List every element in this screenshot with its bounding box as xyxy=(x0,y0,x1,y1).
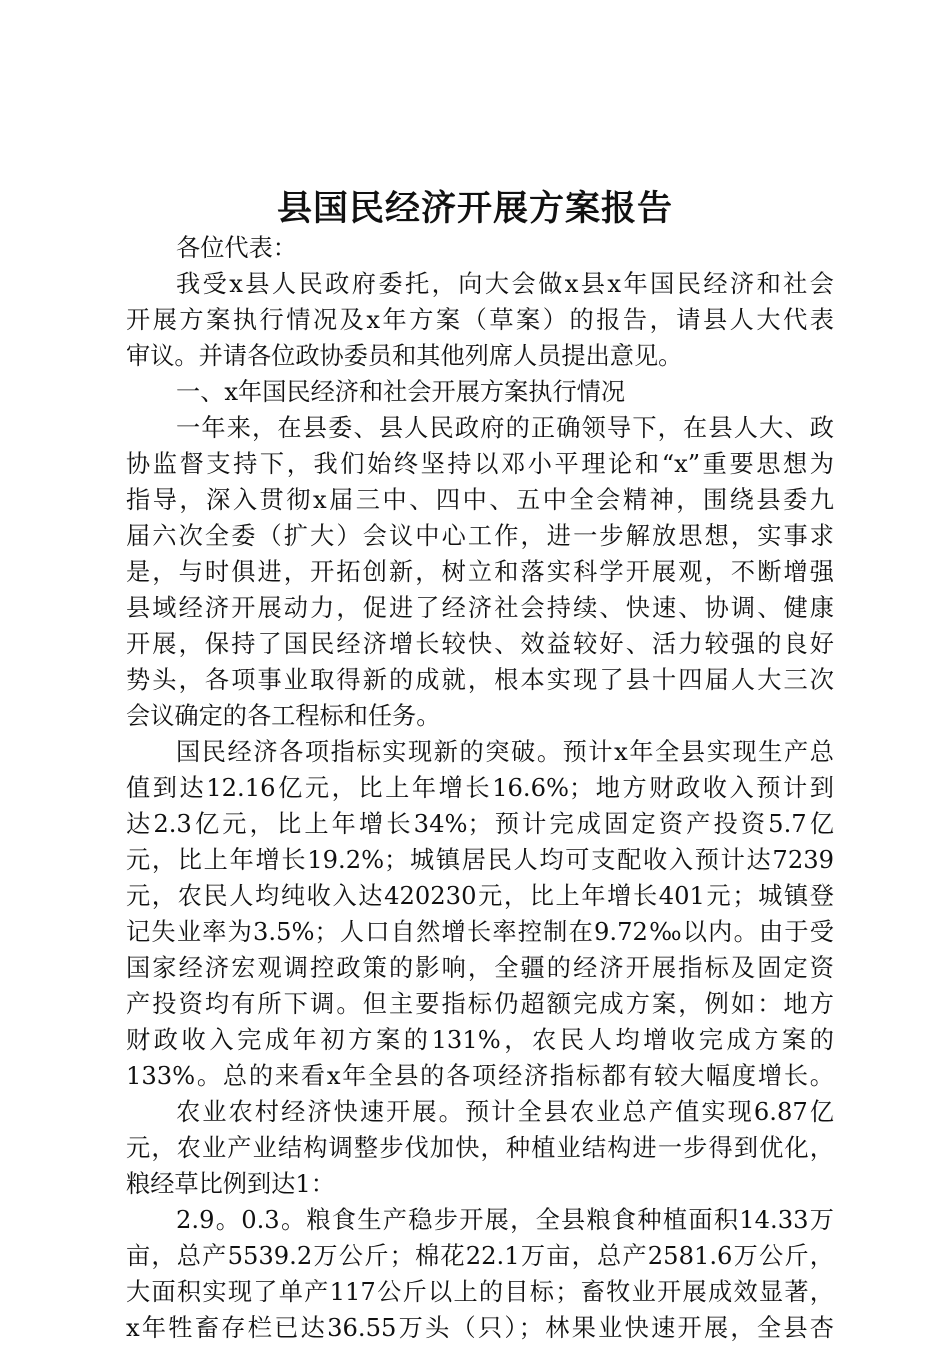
salutation: 各位代表： xyxy=(176,234,297,262)
paragraph-line: 133%。总的来看x年全县的各项经济指标都有较大幅度增长。 xyxy=(126,1062,834,1090)
paragraph-line: 一年来，在县委、县人民政府的正确领导下，在县人大、政 xyxy=(176,414,834,442)
paragraph-line: 财政收入完成年初方案的131%，农民人均增收完成方案的 xyxy=(126,1026,834,1054)
paragraph-line: 势头，各项事业取得新的成就，根本实现了县十四届人大三次 xyxy=(126,666,834,694)
paragraph-line: 届六次全委（扩大）会议中心工作，进一步解放思想，实事求 xyxy=(126,522,834,550)
paragraph-line: 开展，保持了国民经济增长较快、效益较好、活力较强的良好 xyxy=(126,630,834,658)
paragraph-line: 农业农村经济快速开展。预计全县农业总产值实现6.87亿 xyxy=(176,1098,834,1126)
paragraph-line: 元，农业产业结构调整步伐加快，种植业结构进一步得到优化， xyxy=(126,1134,834,1162)
paragraph-line: 指导，深入贯彻x届三中、四中、五中全会精神，围绕县委九 xyxy=(126,486,834,514)
paragraph-line: 是，与时俱进，开拓创新，树立和落实科学开展观，不断增强 xyxy=(126,558,834,586)
paragraph-line: 审议。并请各位政协委员和其他列席人员提出意见。 xyxy=(126,342,683,370)
section-heading: 一、x年国民经济和社会开展方案执行情况 xyxy=(176,378,626,406)
paragraph-line: 值到达12.16亿元，比上年增长16.6%；地方财政收入预计到 xyxy=(126,774,834,802)
paragraph-line: 国民经济各项指标实现新的突破。预计x年全县实现生产总 xyxy=(176,738,834,766)
document-title: 县国民经济开展方案报告 xyxy=(276,188,673,229)
paragraph-line: 产投资均有所下调。但主要指标仍超额完成方案，例如：地方 xyxy=(126,990,834,1018)
paragraph-line: 大面积实现了单产117公斤以上的目标；畜牧业开展成效显著， xyxy=(126,1278,834,1306)
paragraph-line: 元，比上年增长19.2%；城镇居民人均可支配收入预计达7239 xyxy=(126,846,834,874)
paragraph-line: 记失业率为3.5%；人口自然增长率控制在9.72‰以内。由于受 xyxy=(126,918,834,946)
paragraph-line: 2.9。0.3。粮食生产稳步开展，全县粮食种植面积14.33万 xyxy=(176,1206,834,1234)
paragraph-line: 粮经草比例到达1： xyxy=(126,1170,335,1198)
paragraph-line: 国家经济宏观调控政策的影响，全疆的经济开展指标及固定资 xyxy=(126,954,834,982)
paragraph-line: 元，农民人均纯收入达420230元，比上年增长401元；城镇登 xyxy=(126,882,834,910)
paragraph-line: x年牲畜存栏已达36.55万头（只）；林果业快速开展，全县杏 xyxy=(126,1314,834,1342)
paragraph-line: 会议确定的各工程标和任务。 xyxy=(126,702,441,730)
paragraph-line: 我受x县人民政府委托，向大会做x县x年国民经济和社会 xyxy=(176,270,834,298)
paragraph-line: 开展方案执行情况及x年方案（草案）的报告，请县人大代表 xyxy=(126,306,834,334)
paragraph-line: 达2.3亿元，比上年增长34%；预计完成固定资产投资5.7亿 xyxy=(126,810,834,838)
paragraph-line: 县域经济开展动力，促进了经济社会持续、快速、协调、健康 xyxy=(126,594,834,622)
paragraph-line: 协监督支持下，我们始终坚持以邓小平理论和“x”重要思想为 xyxy=(126,450,834,478)
paragraph-line: 亩，总产5539.2万公斤；棉花22.1万亩，总产2581.6万公斤， xyxy=(126,1242,834,1270)
